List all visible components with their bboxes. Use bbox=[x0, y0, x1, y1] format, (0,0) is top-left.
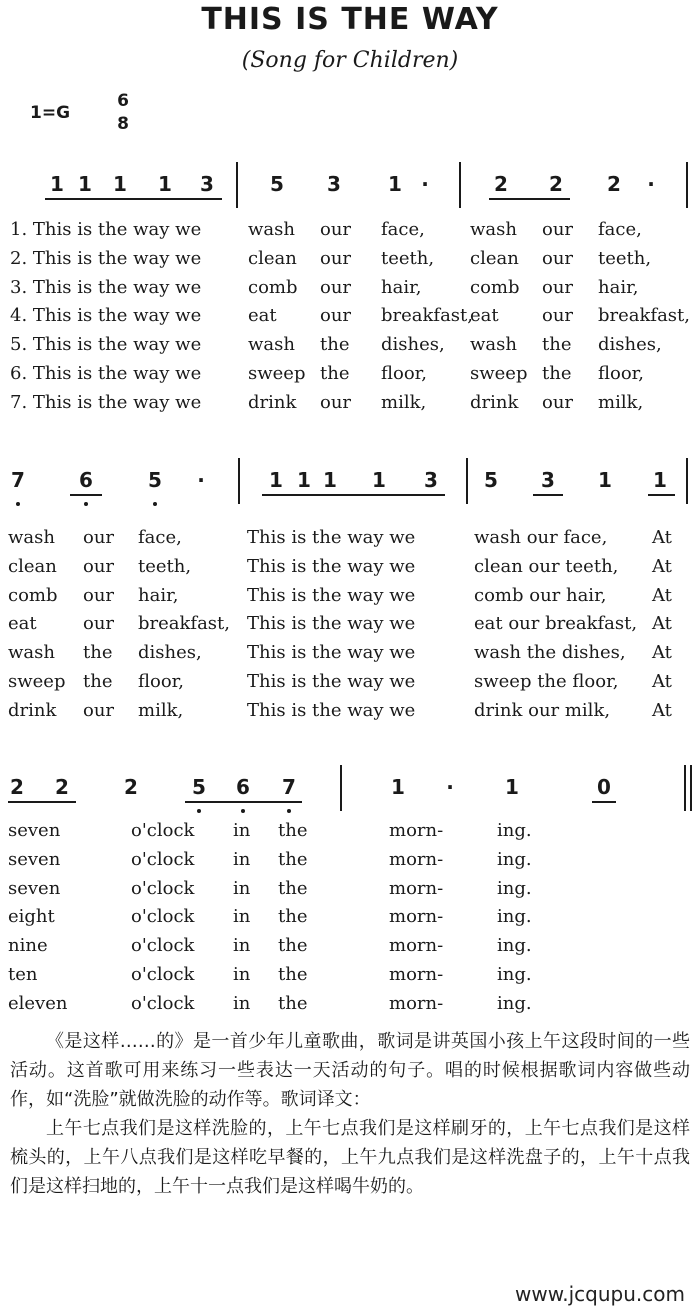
lyric-word: 5. This is the way we bbox=[10, 334, 202, 356]
lyric-word: floor, bbox=[598, 363, 645, 384]
lyric-word: wash bbox=[8, 642, 55, 664]
lyric-word: the bbox=[278, 906, 308, 928]
lyric-word: clean bbox=[248, 247, 297, 269]
lyric-word: the bbox=[83, 642, 113, 664]
lyric-word: in bbox=[233, 935, 251, 957]
lyric-word: our bbox=[542, 305, 574, 327]
lyric-word: o'clock bbox=[131, 992, 195, 1014]
beam-underline bbox=[185, 801, 302, 803]
lyric-word: face, bbox=[598, 219, 642, 240]
octave-dot-below bbox=[241, 809, 245, 813]
lyric-word: our bbox=[542, 391, 574, 413]
lyric-word: morn- bbox=[389, 848, 444, 870]
lyric-word: morn- bbox=[389, 906, 444, 928]
beam-underline bbox=[489, 198, 570, 200]
note: 3 bbox=[541, 468, 555, 492]
song-subtitle: (Song for Children) bbox=[241, 48, 459, 73]
lyric-word: At bbox=[652, 555, 672, 577]
lyric-word: hair, bbox=[598, 276, 639, 298]
lyric-word: face, bbox=[381, 219, 425, 240]
lyric-word: wash bbox=[248, 334, 295, 356]
note: 1 bbox=[78, 172, 92, 196]
lyric-word: wash bbox=[248, 219, 295, 240]
note: · bbox=[446, 775, 454, 799]
lyric-word: our bbox=[83, 584, 115, 606]
lyric-word: 1. This is the way we bbox=[10, 219, 202, 240]
lyric-word: clean bbox=[8, 555, 57, 577]
lyric-word: eight bbox=[8, 906, 55, 928]
lyric-word: clean bbox=[470, 247, 519, 269]
note: 7 bbox=[11, 468, 25, 492]
time-signature bbox=[114, 90, 132, 136]
lyric-word: the bbox=[278, 877, 308, 899]
barline bbox=[686, 458, 688, 504]
beam-underline bbox=[8, 801, 76, 803]
note: 1 bbox=[50, 172, 64, 196]
lyric-word: floor, bbox=[381, 363, 428, 384]
note: 1 bbox=[391, 775, 405, 799]
lyric-word: in bbox=[233, 877, 251, 899]
lyric-word: wash bbox=[470, 334, 517, 356]
translation-paragraph: 上午七点我们是这样洗脸的，上午七点我们是这样刷牙的，上午七点我们是这样梳头的，上午八点我们是这样吃早餐的，上午九点我们是这样洗盘子的，上午十点我们是这样扫地的，上午十一点我们是这样喝牛奶的。 bbox=[10, 1118, 690, 1197]
lyric-word: This is the way we bbox=[247, 642, 416, 664]
note: 1 bbox=[388, 172, 402, 196]
lyric-word: teeth, bbox=[381, 247, 435, 269]
lyric-word: nine bbox=[8, 935, 48, 957]
note: 0 bbox=[597, 775, 611, 799]
note: · bbox=[647, 172, 655, 196]
lyric-word: our bbox=[320, 247, 352, 269]
lyric-word: This is the way we bbox=[247, 584, 416, 606]
beam-underline bbox=[70, 494, 102, 496]
note: 1 bbox=[372, 468, 386, 492]
lyric-word: drink bbox=[470, 391, 519, 413]
lyric-word: sweep bbox=[8, 671, 66, 692]
barline bbox=[340, 765, 342, 811]
lyric-word: the bbox=[278, 964, 308, 985]
lyric-word: the bbox=[542, 334, 572, 356]
octave-dot-below bbox=[153, 502, 157, 506]
lyric-word: o'clock bbox=[131, 906, 195, 928]
lyric-word: morn- bbox=[389, 877, 444, 899]
lyric-word: drink bbox=[8, 699, 57, 721]
note: 1 bbox=[505, 775, 519, 799]
note: 2 bbox=[55, 775, 69, 799]
watermark: www.jcqupu.com bbox=[515, 1282, 685, 1306]
lyric-word: the bbox=[278, 848, 308, 870]
note: 3 bbox=[424, 468, 438, 492]
lyric-word: At bbox=[652, 584, 672, 606]
lyric-word: the bbox=[320, 363, 350, 384]
note: 1 bbox=[269, 468, 283, 492]
lyric-word: 3. This is the way we bbox=[10, 276, 202, 298]
lyric-word: o'clock bbox=[131, 848, 195, 870]
lyric-word: eat our breakfast, bbox=[474, 613, 638, 635]
lyric-word: in bbox=[233, 964, 251, 985]
lyric-word: dishes, bbox=[138, 642, 202, 664]
beam-underline bbox=[262, 494, 445, 496]
note: 2 bbox=[124, 775, 138, 799]
note: 6 bbox=[79, 468, 93, 492]
lyric-word: the bbox=[83, 671, 113, 692]
lyric-word: hair, bbox=[138, 584, 179, 606]
lyric-word: sweep bbox=[470, 363, 528, 384]
note: 5 bbox=[484, 468, 498, 492]
note: 2 bbox=[494, 172, 508, 196]
lyric-word: sweep bbox=[248, 363, 306, 384]
lyric-word: morn- bbox=[389, 964, 444, 985]
lyric-word: At bbox=[652, 613, 672, 635]
lyric-word: comb bbox=[470, 276, 520, 298]
chinese-notes bbox=[10, 1027, 690, 1201]
lyric-word: teeth, bbox=[598, 247, 652, 269]
beam-underline bbox=[45, 198, 222, 200]
lyric-word: seven bbox=[8, 820, 61, 841]
lyric-word: in bbox=[233, 848, 251, 870]
note: 1 bbox=[598, 468, 612, 492]
lyric-word: the bbox=[278, 935, 308, 957]
lyric-word: milk, bbox=[381, 391, 427, 413]
lyric-word: our bbox=[83, 527, 115, 548]
note: 1 bbox=[113, 172, 127, 196]
beam-underline bbox=[533, 494, 563, 496]
note: 2 bbox=[549, 172, 563, 196]
lyric-word: o'clock bbox=[131, 935, 195, 957]
lyric-word: 4. This is the way we bbox=[10, 305, 202, 327]
lyric-word: wash our face, bbox=[474, 527, 608, 548]
lyric-word: dishes, bbox=[598, 334, 662, 356]
octave-dot-below bbox=[287, 809, 291, 813]
lyric-word: the bbox=[542, 363, 572, 384]
lyric-word: morn- bbox=[389, 992, 444, 1014]
lyric-word: seven bbox=[8, 848, 61, 870]
lyric-word: comb bbox=[8, 584, 58, 606]
barline bbox=[690, 765, 692, 811]
lyric-word: wash bbox=[8, 527, 55, 548]
lyric-word: our bbox=[320, 276, 352, 298]
lyric-word: milk, bbox=[138, 699, 184, 721]
note: 7 bbox=[282, 775, 296, 799]
beam-underline bbox=[648, 494, 675, 496]
lyric-word: drink our milk, bbox=[474, 699, 611, 721]
intro-paragraph: 《是这样……的》是一首少年儿童歌曲，歌词是讲英国小孩上午这段时间的一些活动。这首歌可用来练习一些表达一天活动的句子。唱的时候根据歌词内容做些动作，如“洗脸”就做洗脸的动作等。歌词译文： bbox=[10, 1031, 690, 1110]
lyric-word: the bbox=[320, 334, 350, 356]
barline bbox=[236, 162, 238, 208]
lyric-word: 7. This is the way we bbox=[10, 391, 202, 413]
octave-dot-below bbox=[84, 502, 88, 506]
barline bbox=[684, 765, 686, 811]
note: 5 bbox=[192, 775, 206, 799]
lyric-word: floor, bbox=[138, 671, 185, 692]
time-signature-top: 6 bbox=[117, 91, 129, 111]
lyric-word: our bbox=[83, 555, 115, 577]
lyric-word: clean our teeth, bbox=[474, 555, 619, 577]
lyric-word: 2. This is the way we bbox=[10, 247, 202, 269]
lyric-word: our bbox=[542, 219, 574, 240]
lyric-word: face, bbox=[138, 527, 182, 548]
barline bbox=[686, 162, 688, 208]
lyric-word: ing. bbox=[497, 820, 532, 841]
note: 3 bbox=[327, 172, 341, 196]
note: · bbox=[197, 468, 205, 492]
lyric-word: This is the way we bbox=[247, 671, 416, 692]
beam-underline bbox=[592, 801, 616, 803]
lyric-word: This is the way we bbox=[247, 699, 416, 721]
lyric-word: At bbox=[652, 527, 672, 548]
octave-dot-below bbox=[197, 809, 201, 813]
time-signature-bottom: 8 bbox=[117, 114, 129, 134]
lyric-word: dishes, bbox=[381, 334, 445, 356]
lyric-word: breakfast, bbox=[381, 305, 474, 327]
lyric-word: the bbox=[278, 820, 308, 841]
lyric-word: comb bbox=[248, 276, 298, 298]
note: · bbox=[421, 172, 429, 196]
note: 2 bbox=[607, 172, 621, 196]
lyric-word: comb our hair, bbox=[474, 584, 607, 606]
lyric-word: our bbox=[83, 613, 115, 635]
lyric-word: our bbox=[83, 699, 115, 721]
lyric-word: sweep the floor, bbox=[474, 671, 619, 692]
lyric-word: o'clock bbox=[131, 820, 195, 841]
lyric-word: breakfast, bbox=[138, 613, 231, 635]
lyric-word: At bbox=[652, 671, 672, 692]
barline bbox=[459, 162, 461, 208]
lyric-word: eleven bbox=[8, 992, 68, 1014]
lyric-word: in bbox=[233, 820, 251, 841]
note: 2 bbox=[10, 775, 24, 799]
lyric-word: o'clock bbox=[131, 877, 195, 899]
song-title: THIS IS THE WAY bbox=[201, 2, 499, 37]
lyric-word: o'clock bbox=[131, 964, 195, 985]
lyric-word: 6. This is the way we bbox=[10, 363, 202, 384]
lyric-word: This is the way we bbox=[247, 613, 416, 635]
lyric-word: ing. bbox=[497, 935, 532, 957]
lyric-word: eat bbox=[248, 305, 277, 327]
lyric-word: ing. bbox=[497, 877, 532, 899]
lyric-word: ing. bbox=[497, 964, 532, 985]
lyric-word: milk, bbox=[598, 391, 644, 413]
lyric-word: hair, bbox=[381, 276, 422, 298]
lyric-word: eat bbox=[470, 305, 499, 327]
lyric-word: the bbox=[278, 992, 308, 1014]
lyric-word: wash bbox=[470, 219, 517, 240]
lyric-word: At bbox=[652, 642, 672, 664]
lyric-word: morn- bbox=[389, 935, 444, 957]
lyric-word: ing. bbox=[497, 992, 532, 1014]
barline bbox=[466, 458, 468, 504]
note: 6 bbox=[236, 775, 250, 799]
note: 1 bbox=[653, 468, 667, 492]
lyric-word: This is the way we bbox=[247, 555, 416, 577]
lyric-word: our bbox=[320, 391, 352, 413]
lyric-word: teeth, bbox=[138, 555, 192, 577]
lyric-word: This is the way we bbox=[247, 527, 416, 548]
lyric-word: our bbox=[320, 305, 352, 327]
lyric-word: At bbox=[652, 699, 672, 721]
lyric-word: our bbox=[320, 219, 352, 240]
lyric-word: in bbox=[233, 906, 251, 928]
note: 1 bbox=[297, 468, 311, 492]
lyric-word: drink bbox=[248, 391, 297, 413]
barline bbox=[238, 458, 240, 504]
lyric-word: in bbox=[233, 992, 251, 1014]
key-signature: 1=G bbox=[30, 103, 71, 123]
lyric-word: breakfast, bbox=[598, 305, 691, 327]
lyric-word: our bbox=[542, 276, 574, 298]
lyric-word: wash the dishes, bbox=[474, 642, 626, 664]
lyric-word: ing. bbox=[497, 906, 532, 928]
note: 3 bbox=[200, 172, 214, 196]
note: 5 bbox=[270, 172, 284, 196]
note: 1 bbox=[158, 172, 172, 196]
lyric-word: morn- bbox=[389, 820, 444, 841]
lyric-word: seven bbox=[8, 877, 61, 899]
lyric-word: eat bbox=[8, 613, 37, 635]
lyric-word: ten bbox=[8, 964, 38, 985]
lyric-word: our bbox=[542, 247, 574, 269]
lyric-word: ing. bbox=[497, 848, 532, 870]
note: 5 bbox=[148, 468, 162, 492]
note: 1 bbox=[323, 468, 337, 492]
octave-dot-below bbox=[16, 502, 20, 506]
